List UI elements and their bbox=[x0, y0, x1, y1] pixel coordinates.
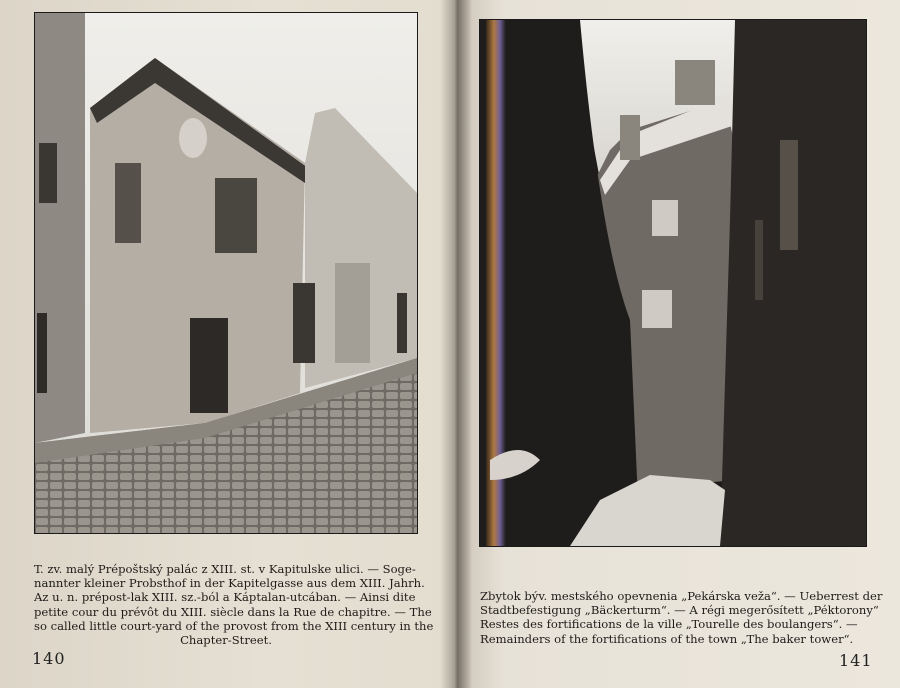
left-caption bbox=[34, 562, 434, 648]
right-photo bbox=[479, 19, 867, 547]
caption-line: Az u. n. prépost-lak XIII. sz.-ból a Káptalan-utcában. — Ainsi dite bbox=[34, 590, 416, 605]
page-number-right: 141 bbox=[839, 651, 873, 670]
right-photo-illustration bbox=[480, 20, 866, 546]
right-caption bbox=[480, 589, 883, 646]
caption-line: Remainders of the fortifications of the town „The baker tower“. bbox=[480, 631, 854, 646]
caption-line: Zbytok býv. mestského opevnenia „Pekárska veža“. — Ueberrest der bbox=[480, 589, 883, 603]
right-page bbox=[460, 0, 900, 688]
caption-line: petite cour du prévôt du XIII. siècle dans la Rue de chapitre. — The bbox=[34, 604, 432, 619]
caption-line: Chapter-Street. bbox=[180, 633, 272, 648]
page-number-left: 140 bbox=[32, 649, 66, 668]
left-photo bbox=[34, 12, 418, 534]
caption-line: Restes des fortifications de la ville „Tourelle des boulangers“. — bbox=[480, 617, 858, 632]
caption-line: Stadtbefestigung „Bäckerturm“. — A régi megerősített „Péktorony“ bbox=[480, 603, 879, 618]
left-photo-illustration bbox=[35, 13, 417, 533]
caption-line: T. zv. malý Prépoštský palác z XIII. st. v Kapitulske ulici. — Soge- bbox=[34, 562, 416, 576]
caption-line: so called little court-yard of the provost from the XIII century in the bbox=[34, 618, 434, 633]
caption-line: nannter kleiner Probsthof in der Kapitelgasse aus dem XIII. Jahrh. bbox=[34, 576, 425, 591]
